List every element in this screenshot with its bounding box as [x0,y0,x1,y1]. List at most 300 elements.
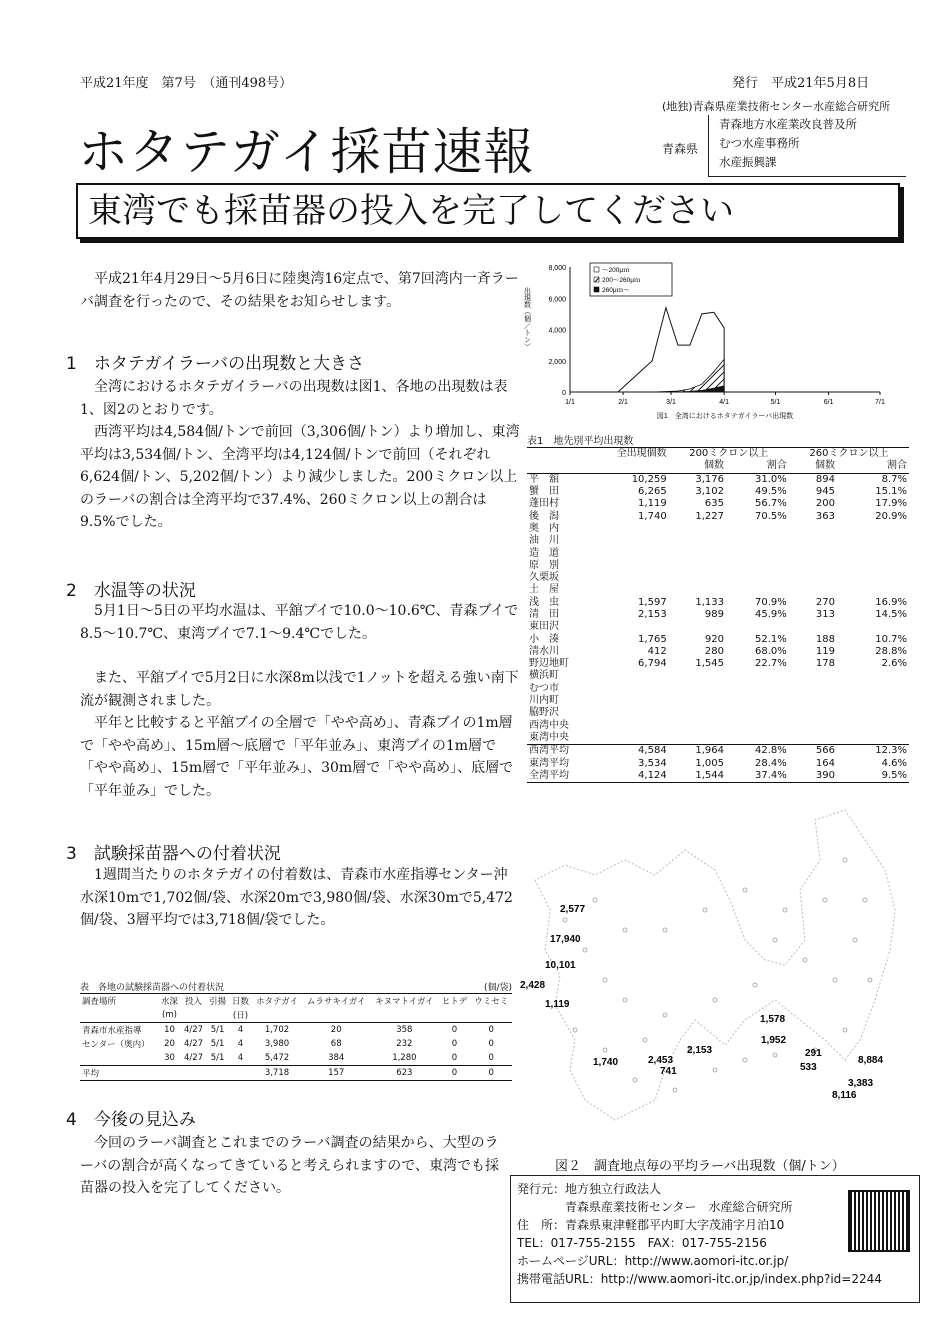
larvae-count-label: 2,577 [560,904,586,915]
larvae-count-label: 1,119 [545,999,570,1010]
homepage-link[interactable]: ホームページURL：http://www.aomori-itc.or.jp/ [517,1254,789,1268]
row-label: 土 屋 [529,584,559,596]
table-row [527,572,909,584]
table-row [527,633,909,645]
cell-value: 119 [815,645,836,657]
row-label: 奥 内 [529,522,559,534]
row-label: 久栗坂 [529,572,559,584]
cell-value [789,584,837,596]
cell-value: 363 [815,510,836,522]
cell-value [837,535,909,547]
sub-count: 個数 [815,460,836,472]
cell-value: 1,597 [638,596,667,608]
cell-value: (m) [162,1010,177,1020]
chart-title: 図1 全湾におけるホタテガイラーバ出現数 [656,413,794,420]
survey-point [583,948,587,952]
cell-value: 200 [815,498,836,510]
table-row [527,560,909,572]
cell-value: 45.9% [755,609,787,620]
cell-value: 30 [164,1053,175,1063]
cell-value [837,523,909,535]
section-1-title: 1 ホタテガイラーバの出現数と大きさ [66,354,365,374]
cell-value [789,560,837,572]
table-row [527,732,909,745]
cell-value: 1,765 [638,633,667,645]
cell-value: 0 [488,1053,494,1063]
larvae-count-label: 8,884 [858,1055,884,1066]
cell-value [726,523,789,535]
cell-value [789,547,837,559]
larvae-count-label: 741 [660,1066,677,1077]
cell-value: 188 [815,633,836,645]
cell-value: 10.7% [875,633,907,645]
cell-value: ホタテガイ [255,997,299,1007]
row-label: 清 田 [529,609,559,620]
row-label: 清水川 [529,645,559,657]
cell-value: 412 [647,645,667,657]
cell-value [726,572,789,584]
cell-value: 1,702 [264,1025,290,1035]
cell-value [789,720,837,732]
cell-value: 945 [815,486,836,498]
larvae-count-label: 2,453 [648,1055,674,1066]
publisher-line: TEL：017-755-2155 FAX：017-755-2156 [517,1236,767,1250]
cell-value [591,732,669,745]
cell-value [669,707,726,719]
cell-value [669,621,726,633]
cell-value [591,572,669,584]
section-2-p3: 平年と比較すると平舘ブイの全層で「やや高め」、青森ブイの1m層で「やや高め」、15m層～底層で「平年並み」、東湾ブイの1m層で「やや高め」、15m層で「平年並み」、30m層で「やや高め」、底層で「平年並み」でした。 [80,715,514,799]
table-row [527,658,909,670]
issue-number: 平成21年度 第7号 （通刊498号） [80,76,293,91]
cell-value: 989 [704,609,724,620]
cell-value: 0 [451,1025,458,1035]
cell-value: 4/27 [183,1053,204,1063]
larvae-count-label: 17,940 [550,934,581,945]
cell-value [669,560,726,572]
x-tick-label: 6/1 [823,399,834,406]
cell-value: 17.9% [875,498,907,510]
larvae-count-label: 2,428 [520,980,546,991]
cell-value [837,707,909,719]
cell-value: 1,005 [695,757,724,769]
survey-point [843,858,847,862]
col-200-header: 200ミクロン以上 [689,448,769,460]
cell-value [591,670,669,682]
publisher-line: 青森県産業技術センター 水産総合研究所 [517,1200,793,1214]
survey-point [868,978,872,982]
table-row [527,757,909,769]
cell-value [669,695,726,707]
cell-value: 3,534 [638,757,667,769]
larvae-count-label: 1,952 [761,1035,787,1046]
cell-value [837,670,909,682]
cell-value [669,720,726,732]
cell-value: 9.5% [881,769,907,781]
cell-value: 52.1% [755,633,787,645]
cell-value: 635 [704,498,724,510]
table-row [527,745,909,758]
cell-value [837,683,909,695]
cell-value [837,572,909,584]
section-3-p1: 1週間当たりのホタテガイの付着数は、青森市水産指導センター沖水深10mで1,702個/袋、水深20mで3,980個/袋、水深30mで5,472個/袋、3層平均では3,718個/袋でした。 [80,867,513,928]
cell-value [206,1008,229,1023]
cell-value: 日数 [231,997,249,1007]
row-label: 野辺地町 [529,658,569,670]
cell-value [789,621,837,633]
cell-value [80,1008,158,1023]
row-label: 西湾中央 [529,719,569,731]
table-row [527,535,909,547]
cell-value: 2.6% [881,658,907,670]
cell-value [789,523,837,535]
cell-value: 894 [815,473,836,485]
sub-count: 個数 [703,460,724,472]
table-row [80,1023,512,1038]
table-row [527,646,909,658]
x-tick-label: 5/1 [770,399,781,406]
cell-value: 0 [488,1025,494,1035]
cell-value [438,1008,470,1023]
cell-value [669,683,726,695]
survey-point [643,1038,647,1042]
row-label: 油 川 [529,535,559,547]
section-3-title: 3 試験採苗器への付着状況 [66,844,281,864]
cell-value: 178 [815,658,836,670]
survey-point [713,1068,717,1072]
cell-value [181,1008,206,1023]
cell-value: 4,124 [638,769,667,781]
cell-value: 20 [164,1039,175,1049]
survey-point [623,928,627,932]
section-4-p1: 今回のラーバ調査とこれまでのラーバ調査の結果から、大型のラーバの割合が高くなってきていると考えられますので、東湾でも採苗器の投入を完了してください。 [80,1135,500,1196]
qr-code-icon [848,1190,910,1252]
table-row [527,720,909,732]
row-label: 東湾中央 [529,731,569,743]
legend-label: 200～260μｍ [602,277,641,284]
cell-value [837,695,909,707]
cell-value: 6,794 [638,658,667,670]
y-tick-label: 0 [562,390,566,397]
table-row [80,1051,512,1066]
cell-value: 28.4% [755,757,787,769]
cell-value [726,547,789,559]
col-260-header: 260ミクロン以上 [809,448,889,460]
cell-value [669,670,726,682]
cell-value [669,572,726,584]
cell-value [789,695,837,707]
table-row [527,486,909,498]
cell-value [837,547,909,559]
cell-value: センター（奥内） [82,1040,150,1050]
regional-table [527,448,909,783]
survey-point [663,1013,667,1017]
sub-ratio: 割合 [887,460,907,472]
table-row [527,547,909,559]
cell-value [837,560,909,572]
row-label: 造 道 [529,547,559,559]
office-item: 青森地方水産業改良普及所 [719,117,857,131]
table-row [80,1037,512,1051]
cell-value: 232 [396,1039,413,1049]
cell-value: 5/1 [210,1053,225,1063]
table-row [527,609,909,621]
larvae-count-label: 533 [800,1062,817,1073]
legend-swatch [594,277,599,282]
cell-value: 14.5% [875,609,907,620]
cell-value: 0 [451,1068,458,1078]
x-tick-label: 2/1 [618,399,628,406]
survey-point [603,1048,607,1052]
intro-paragraph: 平成21年4月29日～5月6日に陸奥湾16定点で、第7回湾内一斉ラーバ調査を行ったので、その結果をお知らせします。 [80,271,519,310]
legend-swatch [594,267,599,272]
cell-value: ムラサキイガイ [306,997,366,1007]
cell-value [591,695,669,707]
table-row [80,994,512,1008]
cell-value [669,547,726,559]
cell-value: 70.5% [755,510,787,522]
table-row [527,770,909,783]
y-tick-label: 8,000 [548,265,566,272]
cell-value: 1,227 [695,510,724,522]
row-label: 東湾平均 [529,757,569,769]
cell-value [206,1066,229,1081]
section-2-p2: また、平舘ブイで5月2日に水深8m以浅で1ノットを超える強い南下流が観測されました。 [80,670,519,709]
larvae-count-label: 10,101 [545,960,576,971]
survey-point [603,978,607,982]
cell-value: 56.7% [755,498,787,510]
cell-value: 1,280 [392,1053,417,1063]
larvae-count-label: 3,383 [848,1078,874,1089]
cell-value [726,720,789,732]
cell-value [837,732,909,745]
cell-value: 3,102 [695,486,724,498]
survey-point [593,898,597,902]
cell-value: 4 [237,1025,244,1035]
cell-value [229,1066,252,1081]
x-tick-label: 3/1 [666,399,676,406]
survey-point [803,958,807,962]
table-row [80,1008,512,1023]
cell-value: 37.4% [755,769,787,781]
section-1-p2: 西湾平均は4,584個/トンで前回（3,306個/トン）より増加し、東湾平均は3,534個/トン、全湾平均は4,124個/トンで前回（それぞれ6,624個/トン、5,202個/トン）より減少しました。200ミクロン以上のラーバの割合は全湾平均で37.4%、260ミクロン以上の割合は9.5%でした。 [80,424,520,530]
cell-value: 313 [815,609,836,620]
cell-value: 5/1 [210,1039,225,1049]
table-row [527,695,909,707]
y-tick-label: 6,000 [548,296,566,304]
x-tick-label: 4/1 [719,399,730,406]
row-label: 蓬田村 [529,498,559,510]
table-row [527,597,909,609]
cell-value [591,683,669,695]
cell-value [669,523,726,535]
survey-point [773,938,777,942]
y-axis-label: 出現数（個／トン） [523,287,531,350]
cell-value: 4 [237,1053,244,1063]
cell-value: 0 [451,1053,458,1063]
cell-value [789,683,837,695]
cell-value: 3,980 [264,1039,290,1049]
cell-value: 49.5% [755,486,787,498]
survey-point [623,998,627,1002]
cell-value: キヌマトイガイ [375,997,434,1007]
cell-value [181,1066,206,1081]
cell-value [726,695,789,707]
cell-value: 2,153 [638,609,667,620]
row-label: 西湾平均 [529,745,569,757]
survey-point [833,978,837,982]
cell-value [669,535,726,547]
larvae-count-label: 8,116 [832,1090,857,1101]
col-total-header: 全出現個数 [616,448,667,460]
cell-value: 20.9% [875,510,907,522]
cell-value: 358 [396,1025,413,1035]
survey-point [743,1058,747,1062]
cell-value: 390 [815,769,836,781]
cell-value: 10,259 [631,473,667,485]
table-row [527,473,909,486]
cell-value: 920 [704,633,724,645]
section-4-title: 4 今後の見込み [66,1110,196,1130]
organization: (地独)青森県産業技術センター水産総合研究所 [662,100,891,113]
table-row [527,670,909,682]
publisher-line: 住 所：青森県東津軽郡平内町大字茂浦字月泊10 [517,1218,785,1232]
headline-box: 東湾でも採苗器の投入を完了してください [76,183,900,239]
attachment-table-title: 表 各地の試験採苗器への付着状況 [80,983,225,993]
attachment-table-unit: (個/袋) [483,983,512,993]
cell-value: 1,133 [695,596,724,608]
cell-value: 1,964 [695,745,724,757]
table-row [80,1066,512,1081]
cell-value: ヒトデ [441,997,468,1007]
cell-value: 68.0% [755,645,787,657]
page-title: ホタテガイ採苗速報 [78,123,535,181]
table-row [527,510,909,522]
cell-value [302,1008,370,1023]
cell-value [669,584,726,596]
row-label: 小 湊 [529,633,559,645]
cell-value [591,707,669,719]
cell-value [789,535,837,547]
cell-value: 4/27 [183,1025,204,1035]
regional-table-title: 表1 地先別平均出現数 [527,432,909,448]
cell-value: 青森市水産指導 [82,1026,142,1036]
cell-value: 623 [396,1068,413,1078]
cell-value: 42.8% [755,745,787,757]
larvae-count-label: 1,740 [593,1057,619,1068]
section-1-p1: 全湾におけるホタテガイラーバの出現数は図1、各地の出現数は表1、図2のとおりです。 [80,379,508,418]
row-label: 後 潟 [529,510,559,522]
larvae-count-label: 2,153 [687,1045,713,1056]
row-label: 脇野沢 [529,707,559,719]
row-label: 蟹 田 [529,486,559,498]
legend-swatch [594,287,599,292]
table-row [527,683,909,695]
bay-map [515,800,925,1160]
cell-value: 157 [328,1068,345,1078]
cell-value: 平均 [82,1069,100,1079]
cell-value [837,584,909,596]
issue-date: 発行 平成21年5月8日 [732,76,870,91]
cell-value: 4.6% [881,757,907,769]
cell-value: 12.3% [875,745,907,757]
cell-value: 68 [330,1039,342,1049]
survey-point [573,1028,577,1032]
cell-value: 15.1% [875,486,907,498]
x-tick-label: 7/1 [875,399,885,406]
cell-value: 20 [330,1025,342,1035]
survey-point [853,938,857,942]
cell-value [370,1008,438,1023]
cell-value [591,547,669,559]
cell-value: 3,718 [264,1068,290,1078]
survey-point [673,1088,677,1092]
table-row [527,498,909,510]
cell-value [789,707,837,719]
row-label: 平 舘 [529,473,559,485]
cell-value: 1,545 [695,658,724,670]
attachment-table [80,994,512,1081]
office-item: むつ水産事務所 [719,136,800,150]
cell-value: 4/27 [183,1039,204,1049]
cell-value: 1,119 [638,498,667,510]
survey-point [863,898,867,902]
cell-value [471,1008,512,1023]
table-row [527,523,909,535]
cell-value: 164 [815,757,836,769]
survey-point [843,1028,847,1032]
cell-value: 0 [488,1068,494,1078]
survey-point [753,983,757,987]
cell-value: 5,472 [264,1053,290,1063]
cell-value: 6,265 [638,486,667,498]
cell-value [726,560,789,572]
cell-value: 4 [237,1039,244,1049]
regional-table-block [527,432,909,783]
larvae-count-label: 1,578 [760,1014,786,1025]
cell-value: 投入 [185,997,203,1007]
survey-point [663,928,667,932]
table-row [527,707,909,719]
row-label: 川内町 [529,695,559,707]
cell-value: 1,740 [638,510,667,522]
cell-value [80,1051,158,1066]
cell-value [837,720,909,732]
cell-value: 384 [328,1053,345,1063]
table-row [527,621,909,633]
cell-value: 22.7% [755,658,787,670]
survey-point [633,1078,637,1082]
survey-point [563,918,567,922]
cell-value: (日) [232,1011,249,1021]
larvae-chart [515,255,895,435]
cell-value: 16.9% [875,596,907,608]
cell-value [591,720,669,732]
cell-value: 引揚 [209,997,227,1007]
survey-point [703,908,707,912]
map-caption: 図２ 調査地点毎の平均ラーバ出現数（個/トン） [555,1159,845,1174]
row-label: むつ市 [529,682,559,694]
section-2-p1: 5月1日～5日の平均水温は、平舘ブイで10.0～10.6℃、青森ブイで8.5～10.7℃、東湾ブイで7.1～9.4℃でした。 [80,603,519,642]
prefecture-label: 青森県 [662,142,699,156]
cell-value: 0 [451,1039,458,1049]
mobile-link[interactable]: 携帯電話URL：http://www.aomori-itc.or.jp/index.php?id=2244 [517,1272,882,1286]
cell-value [837,621,909,633]
cell-value [669,732,726,745]
office-item: 水産振興課 [719,155,777,169]
office-list [708,115,906,177]
survey-point [743,888,747,892]
